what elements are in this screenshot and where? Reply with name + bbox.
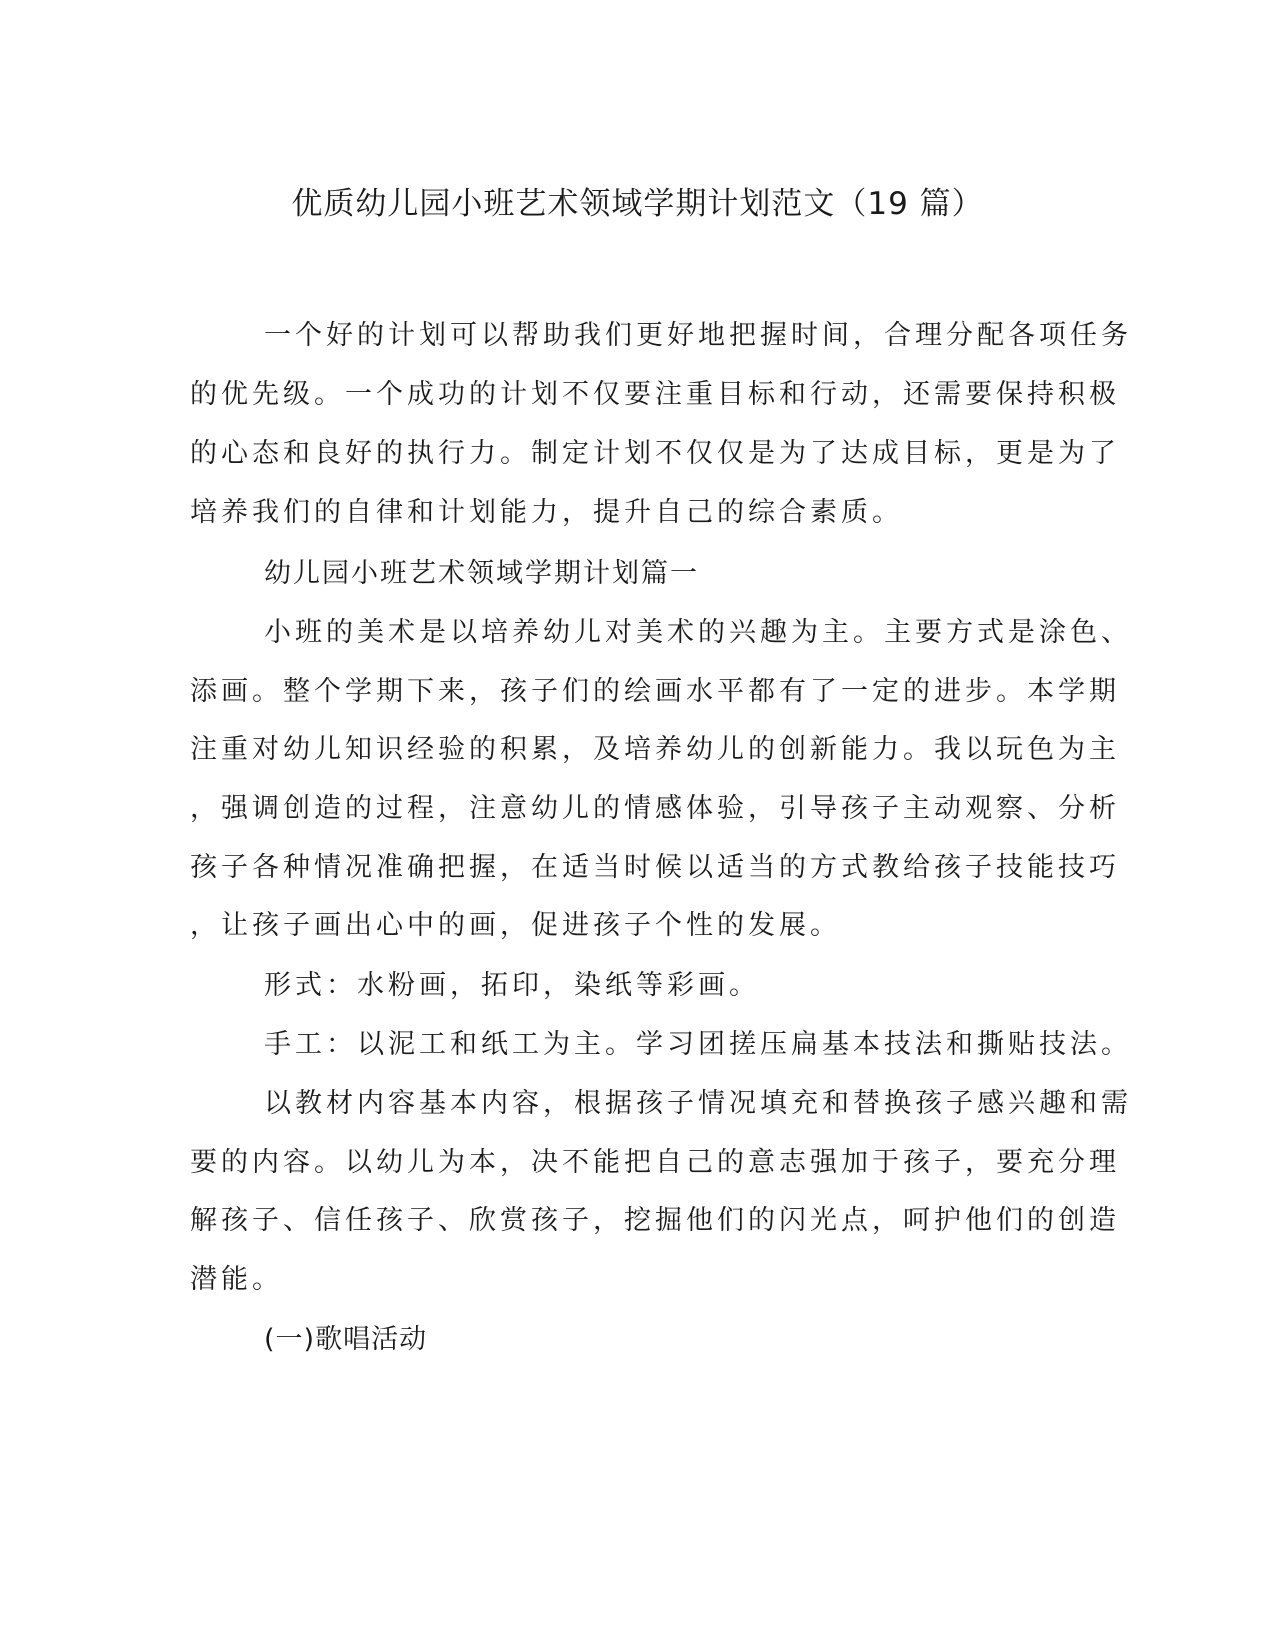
subsection-heading: (一)歌唱活动 [264, 1324, 428, 1355]
paragraph-line: 培养我们的自律和计划能力，提升自己的综合素质。 [190, 497, 903, 528]
paragraph-line: ，让孩子画出心中的画，促进孩子个性的发展。 [190, 910, 841, 941]
paragraph-line: 一个好的计划可以帮助我们更好地把握时间，合理分配各项任务 [264, 320, 1132, 351]
paragraph-line: 形式：水粉画，拓印，染纸等彩画。 [264, 970, 760, 1001]
paragraph-line: 的优先级。一个成功的计划不仅要注重目标和行动，还需要保持积极 [190, 379, 1120, 410]
paragraph-line: 小班的美术是以培养幼儿对美术的兴趣为主。主要方式是涂色、 [264, 617, 1132, 648]
paragraph-line: 孩子各种情况准确把握，在适当时候以适当的方式教给孩子技能技巧 [190, 852, 1120, 883]
paragraph-line: 手工：以泥工和纸工为主。学习团搓压扁基本技法和撕贴技法。 [264, 1029, 1132, 1060]
paragraph-line: 以教材内容基本内容，根据孩子情况填充和替换孩子感兴趣和需 [264, 1088, 1132, 1119]
paragraph-line: 解孩子、信任孩子、欣赏孩子，挖掘他们的闪光点，呵护他们的创造 [190, 1205, 1120, 1236]
paragraph-line: 要的内容。以幼儿为本，决不能把自己的意志强加于孩子，要充分理 [190, 1147, 1120, 1178]
paragraph-line: 潜能。 [190, 1264, 283, 1295]
document-title: 优质幼儿园小班艺术领域学期计划范文（19 篇） [291, 186, 984, 222]
section-heading: 幼儿园小班艺术领域学期计划篇一 [264, 558, 699, 589]
paragraph-line: 注重对幼儿知识经验的积累，及培养幼儿的创新能力。我以玩色为主 [190, 734, 1120, 765]
paragraph-line: 的心态和良好的执行力。制定计划不仅仅是为了达成目标，更是为了 [190, 438, 1120, 469]
paragraph-line: 添画。整个学期下来，孩子们的绘画水平都有了一定的进步。本学期 [190, 676, 1120, 707]
paragraph-line: ，强调创造的过程，注意幼儿的情感体验，引导孩子主动观察、分析 [190, 793, 1120, 824]
